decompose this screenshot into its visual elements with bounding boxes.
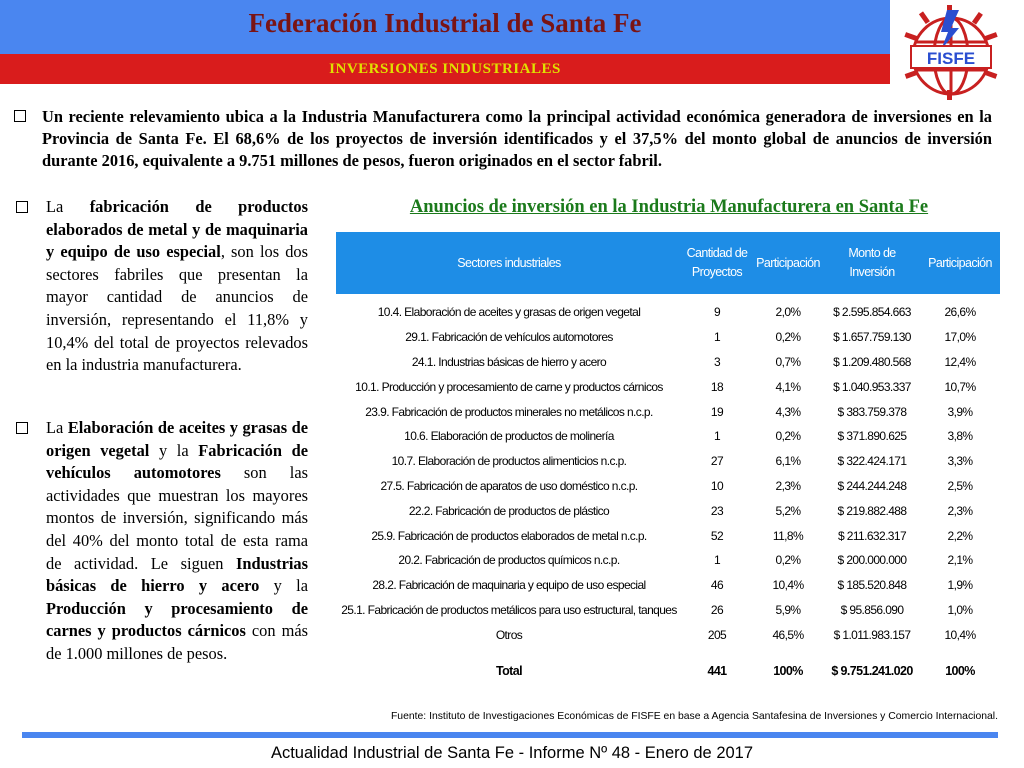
cell-sector: Otros: [495, 627, 523, 642]
cell-sector: 10.1. Producción y procesamiento de carne y productos cárnicos: [355, 379, 663, 394]
table-row: [336, 622, 1000, 647]
cell-share-projects: 11,8%: [772, 528, 804, 543]
cell-sector: 10.4. Elaboración de aceites y grasas de origen vegetal: [377, 305, 641, 320]
cell-amount: $ 211.632.317: [837, 528, 907, 543]
cell-projects: 19: [710, 404, 724, 419]
col-header-projects: Cantidad de Proyectos: [682, 232, 752, 294]
logo-text: FISFE: [926, 49, 976, 68]
table-row: [336, 449, 1000, 474]
cell-projects: 205: [707, 627, 727, 642]
cell-share-amount: 1,9%: [947, 578, 973, 593]
checkbox-bullet-icon: [14, 110, 26, 122]
footer-bar: [22, 732, 998, 738]
cell-share-amount: 12,4%: [944, 354, 976, 369]
footer-text: Actualidad Industrial de Santa Fe - Informe Nº 48 - Enero de 2017: [270, 744, 754, 762]
cell-amount: $ 244.244.248: [837, 478, 907, 493]
cell-share-projects: 46,5%: [772, 627, 804, 642]
cell-share-amount: 2,1%: [947, 553, 973, 568]
cell-projects: 1: [713, 330, 721, 345]
cell-share-amount: 3,8%: [947, 429, 973, 444]
cell-projects: 1: [713, 429, 721, 444]
cell-amount: $ 322.424.171: [837, 454, 907, 469]
col-header-share-amount: Participación: [920, 232, 1000, 294]
cell-projects: 18: [710, 379, 724, 394]
cell-projects: 10: [710, 478, 724, 493]
cell-share-projects: 4,3%: [775, 404, 801, 419]
cell-amount: $ 219.882.488: [837, 503, 907, 518]
cell-sector: 27.5. Fabricación de aparatos de uso doméstico n.c.p.: [380, 478, 638, 493]
table-header-row: [336, 232, 1000, 294]
cell-amount: $ 1.657.759.130: [833, 330, 911, 345]
cell-share-amount: 3,3%: [947, 454, 973, 469]
cell-sector: 25.9. Fabricación de productos elaborados de metal n.c.p.: [371, 528, 647, 543]
checkbox-bullet-icon: [16, 201, 28, 213]
table-total-row: [336, 647, 1000, 695]
cell-share-amount: 3,9%: [947, 404, 973, 419]
cell-share-projects: 0,2%: [775, 330, 801, 345]
checkbox-bullet-icon: [16, 422, 28, 434]
cell-share-amount: 100%: [945, 664, 975, 679]
table-row: [336, 374, 1000, 399]
cell-share-amount: 2,5%: [947, 478, 973, 493]
cell-amount: $ 383.759.378: [837, 404, 907, 419]
cell-share-projects: 5,2%: [775, 503, 801, 518]
cell-share-projects: 10,4%: [772, 578, 804, 593]
cell-share-amount: 2,3%: [947, 503, 973, 518]
cell-share-projects: 0,7%: [775, 354, 801, 369]
cell-share-amount: 17,0%: [944, 330, 976, 345]
page-subtitle: INVERSIONES INDUSTRIALES: [329, 61, 561, 77]
cell-amount: $ 95.856.090: [840, 602, 904, 617]
col-header-sector: Sectores industriales: [336, 232, 682, 294]
cell-share-projects: 6,1%: [775, 454, 801, 469]
table-row: [336, 474, 1000, 499]
cell-amount: $ 200.000.000: [837, 553, 907, 568]
table-row: [336, 399, 1000, 424]
cell-sector: 24.1. Industrias básicas de hierro y acero: [411, 354, 607, 369]
cell-sector: 10.6. Elaboración de productos de molinería: [404, 429, 614, 444]
source-note: Fuente: Instituto de Investigaciones Económicas de FISFE en base a Agencia Santafesina de Inversiones y Comercio Internacional.: [390, 711, 998, 722]
cell-share-projects: 0,2%: [775, 553, 801, 568]
table-row: [336, 523, 1000, 548]
table-row: [336, 424, 1000, 449]
cell-amount: $ 1.011.983.157: [833, 627, 911, 642]
table-row: [336, 294, 1000, 325]
cell-share-projects: 2,3%: [775, 478, 801, 493]
col-header-amount: Monto de Inversión: [824, 232, 920, 294]
cell-projects: 26: [710, 602, 724, 617]
cell-projects: 9: [713, 305, 721, 320]
table-row: [336, 498, 1000, 523]
table-title: Anuncios de inversión en la Industria Manufacturera en Santa Fe: [409, 197, 929, 217]
table-row: [336, 573, 1000, 598]
cell-share-amount: 26,6%: [944, 305, 976, 320]
cell-sector: 10.7. Elaboración de productos alimenticios n.c.p.: [391, 454, 627, 469]
cell-sector: 29.1. Fabricación de vehículos automotores: [405, 330, 613, 345]
cell-sector: 20.2. Fabricación de productos químicos n.c.p.: [398, 553, 620, 568]
cell-projects: 46: [710, 578, 724, 593]
cell-share-amount: 10,7%: [944, 379, 976, 394]
cell-amount: $ 371.890.625: [837, 429, 907, 444]
cell-sector: Total: [496, 664, 522, 679]
cell-sector: 22.2. Fabricación de productos de plástico: [408, 503, 610, 518]
cell-projects: 27: [710, 454, 724, 469]
left-paragraph-1: La fabricación de productos elaborados de metal y de maquinaria y equipo de uso especial, son los dos sectores fabriles que presentan la mayor cantidad de anuncios de inversión, representando el 11,8% y 10,4% del total de proyectos relevados en la industria manufacturera.: [46, 197, 308, 375]
cell-amount: $ 185.520.848: [837, 578, 907, 593]
table-row: [336, 598, 1000, 623]
cell-amount: $ 9.751.241.020: [831, 664, 913, 679]
cell-projects: 1: [713, 553, 721, 568]
cell-share-projects: 5,9%: [775, 602, 801, 617]
cell-sector: 25.1. Fabricación de productos metálicos para uso estructural, tanques: [341, 602, 677, 617]
page-title: Federación Industrial de Santa Fe: [248, 8, 642, 38]
cell-sector: 28.2. Fabricación de maquinaria y equipo de uso especial: [372, 578, 646, 593]
cell-share-amount: 2,2%: [947, 528, 973, 543]
cell-projects: 441: [707, 664, 727, 679]
cell-share-projects: 4,1%: [775, 379, 801, 394]
fisfe-logo: [903, 4, 999, 100]
table-row: [336, 350, 1000, 375]
cell-projects: 23: [710, 503, 724, 518]
cell-amount: $ 2.595.854.663: [833, 305, 911, 320]
table-row: [336, 548, 1000, 573]
cell-share-amount: 10,4%: [944, 627, 976, 642]
col-header-share-projects: Participación: [752, 232, 824, 294]
left-paragraph-2: La Elaboración de aceites y grasas de origen vegetal y la Fabricación de vehículos automotores son las actividades que muestran los mayores montos de inversión, significando más del 40% del monto total de esta rama de actividad. Le siguen Industrias básicas de hierro y acero y la Producción y procesamiento de carnes y productos cárnicos con más de 1.000 millones de pesos.: [46, 418, 308, 663]
intro-paragraph: Un reciente relevamiento ubica a la Industria Manufacturera como la principal actividad económica generadora de inversiones en la Provincia de Santa Fe. El 68,6% de los proyectos de inversión identificados y el 37,5% del monto global de anuncios de inversión durante 2016, equivalente a 9.751 millones de pesos, fueron originados en el sector fabril.: [42, 107, 992, 170]
cell-amount: $ 1.040.953.337: [833, 379, 911, 394]
table-row: [336, 325, 1000, 350]
cell-share-projects: 0,2%: [775, 429, 801, 444]
cell-share-amount: 1,0%: [947, 602, 973, 617]
cell-share-projects: 100%: [773, 664, 803, 679]
cell-sector: 23.9. Fabricación de productos minerales no metálicos n.c.p.: [365, 404, 653, 419]
cell-projects: 52: [710, 528, 724, 543]
cell-projects: 3: [713, 354, 721, 369]
investment-table: [336, 232, 1000, 695]
cell-share-projects: 2,0%: [775, 305, 801, 320]
cell-amount: $ 1.209.480.568: [833, 354, 911, 369]
